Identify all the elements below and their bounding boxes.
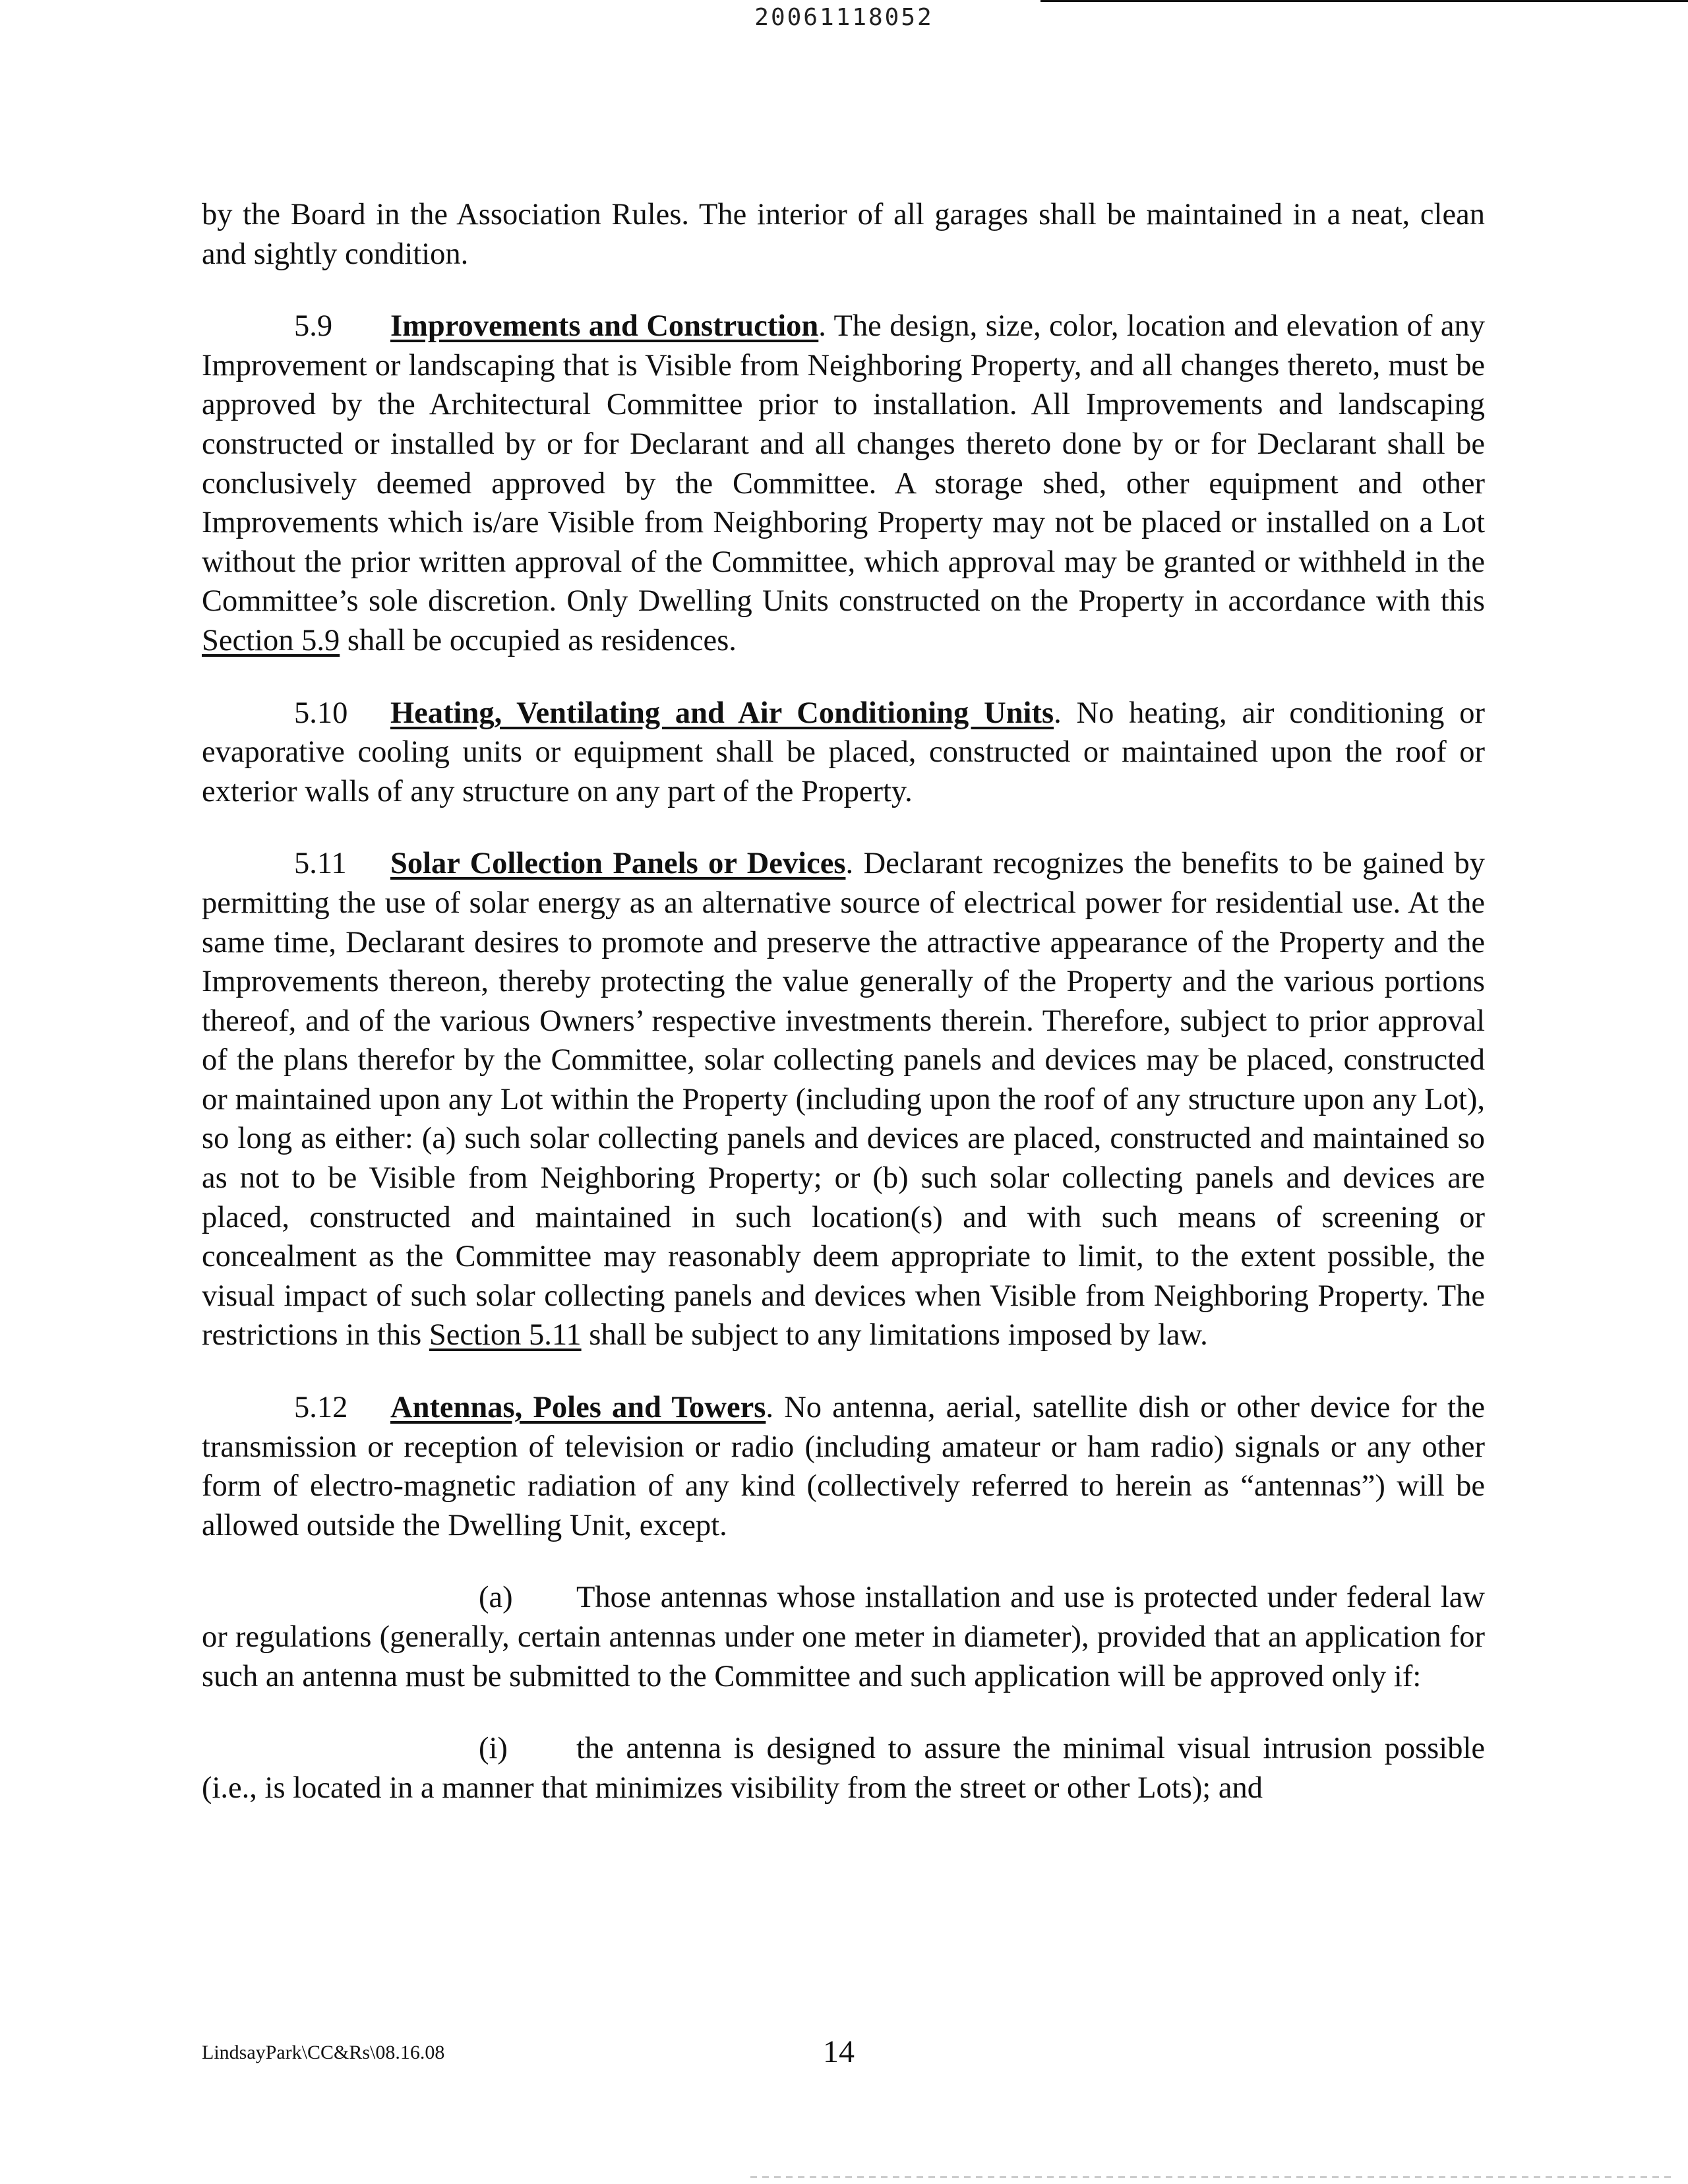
- section-cross-reference: Section 5.11: [429, 1318, 582, 1352]
- section-number: 5.11: [294, 847, 347, 881]
- section-heading: Heating, Ventilating and Air Conditioning Units: [390, 696, 1054, 730]
- section-number: 5.10: [294, 696, 348, 730]
- section-number: 5.12: [294, 1391, 348, 1425]
- section-heading: Solar Collection Panels or Devices: [390, 847, 846, 881]
- scan-artifact: [750, 2176, 1673, 2178]
- subsection-number: (i): [479, 1732, 508, 1766]
- section-5-12: [202, 1388, 1485, 1545]
- section-text: . No heating, air conditioning or evaporative cooling units or equipment shall be placed, constructed or maintained upon the roof or exterior walls of any structure on any part of the Property.: [202, 696, 1485, 808]
- section-5-9: [202, 307, 1485, 660]
- subsection-number: (a): [479, 1581, 513, 1615]
- recording-number: 20061118052: [754, 4, 934, 31]
- subsection-i: [202, 1729, 1485, 1807]
- section-text: shall be occupied as residences.: [340, 623, 737, 657]
- top-rule: [1040, 0, 1688, 2]
- section-heading: Antennas, Poles and Towers: [390, 1391, 766, 1425]
- document-body: [202, 195, 1485, 1840]
- paragraph-continuation: by the Board in the Association Rules. The interior of all garages shall be maintained in a neat, clean and sightly condition.: [202, 198, 1485, 271]
- section-text: . Declarant recognizes the benefits to be gained by permitting the use of solar energy as an alternative source of electrical power for residential use. At the same time, Declarant desires to promote and preserve the attractive appearance of the Property and the Improvements thereon, thereby protecting the value generally of the Property and the various portions thereof, and of the various Owners’ respective investments therein. Therefore, subject to prior approval of the plans therefor by the Committee, solar collecting panels and devices may be placed, constructed or maintained upon any Lot within the Property (including upon the roof of any structure upon any Lot), so long as either: (a) such solar collecting panels and devices are placed, constructed and maintained so as not to be Visible from Neighboring Property; or (b) such solar collecting panels and devices are placed, constructed and maintained in such location(s) and with such means of screening or concealment as the Committee may reasonably deem appropriate to limit, to the extent possible, the visual impact of such solar collecting panels and devices when Visible from Neighboring Property. The restrictions in this: [202, 847, 1485, 1352]
- section-number: 5.9: [294, 309, 333, 344]
- section-heading: Improvements and Construction: [390, 309, 819, 344]
- section-5-11: [202, 844, 1485, 1355]
- section-cross-reference: Section 5.9: [202, 623, 340, 657]
- page-number: 14: [823, 2034, 855, 2069]
- subsection-text: the antenna is designed to assure the minimal visual intrusion possible (i.e., is located in a manner that minimizes visibility from the street or other Lots); and: [202, 1732, 1485, 1805]
- section-text: shall be subject to any limitations imposed by law.: [581, 1318, 1208, 1352]
- footer-file-reference: LindsayPark\CC&Rs\08.16.08: [202, 2042, 445, 2063]
- section-text: . No antenna, aerial, satellite dish or other device for the transmission or reception of television or radio (including amateur or ham radio) signals or any other form of electro-magnetic radiation of any kind (collectively referred to herein as “antennas”) will be allowed outside the Dwelling Unit, except.: [202, 1391, 1485, 1542]
- subsection-text: Those antennas whose installation and use is protected under federal law or regulations (generally, certain antennas under one meter in diameter), provided that an application for such an antenna must be submitted to the Committee and such application will be approved only if:: [202, 1581, 1485, 1693]
- section-5-10: [202, 694, 1485, 812]
- subsection-a: [202, 1578, 1485, 1696]
- section-text: . The design, size, color, location and elevation of any Improvement or landscaping that is Visible from Neighboring Property, and all changes thereto, must be approved by the Architectural Committee prior to installation. All Improvements and landscaping constructed or installed by or for Declarant and all changes thereto done by or for Declarant shall be conclusively deemed approved by the Committee. A storage shed, other equipment and other Improvements which is/are Visible from Neighboring Property may not be placed or installed on a Lot without the prior written approval of the Committee, which approval may be granted or withheld in the Committee’s sole discretion. Only Dwelling Units constructed on the Property in accordance with this: [202, 309, 1485, 619]
